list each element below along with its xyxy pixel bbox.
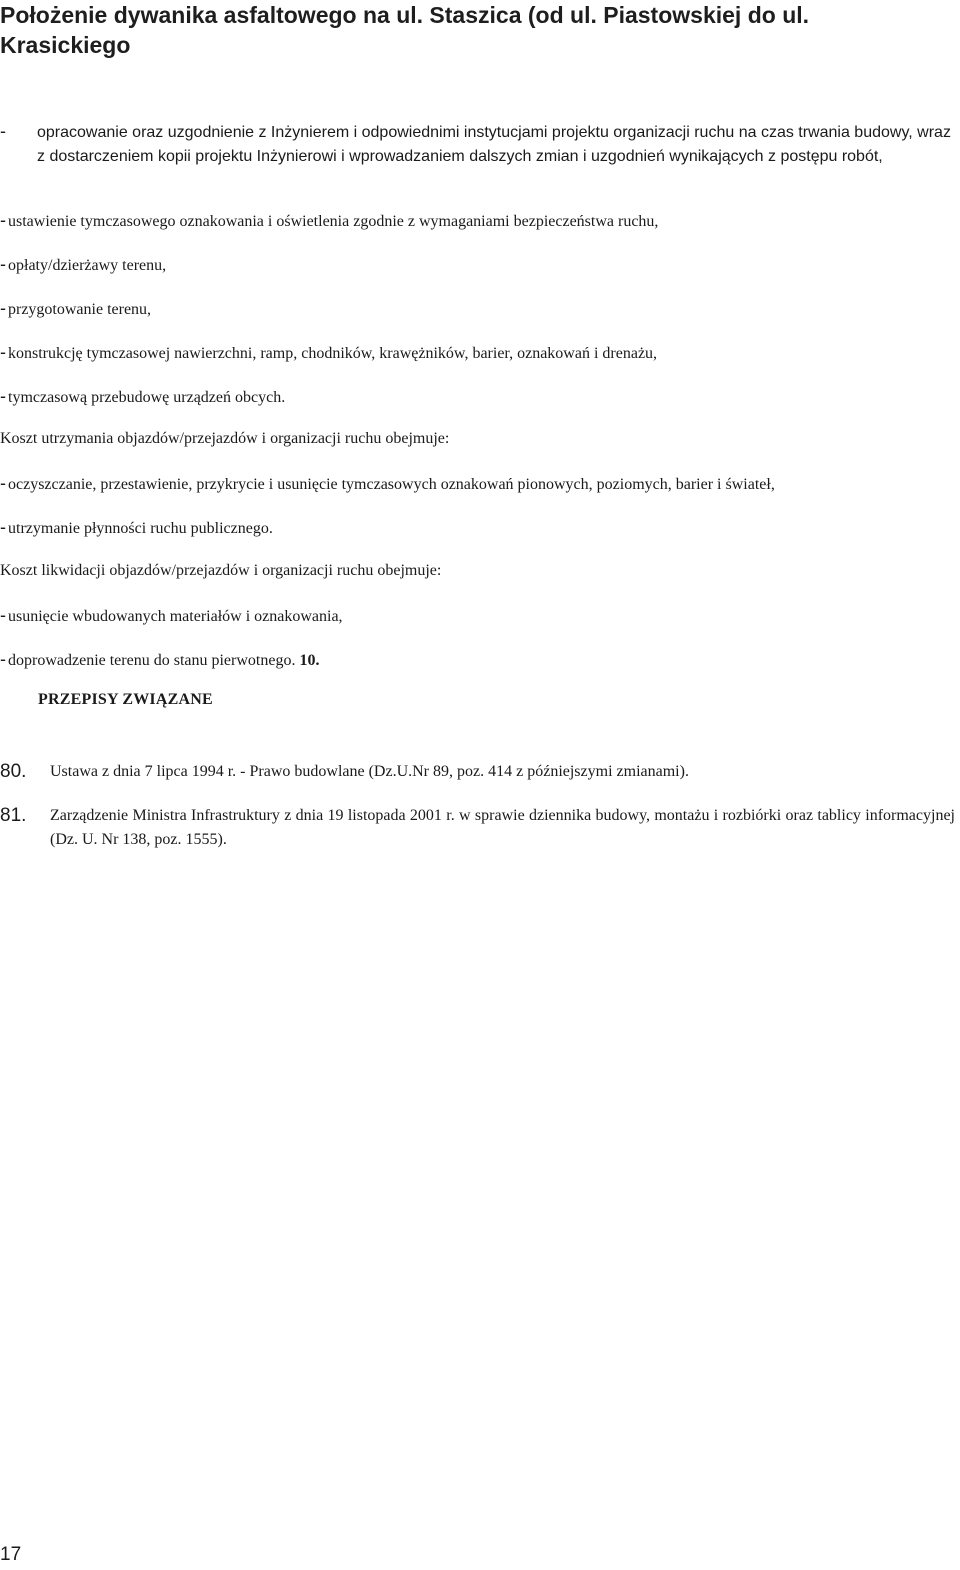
dash-bullet: -	[0, 121, 6, 141]
page-title: Położenie dywanika asfaltowego na ul. Staszica (od ul. Piastowskiej do ul. Krasickiego	[0, 2, 810, 58]
dash-bullet: -	[0, 254, 6, 274]
section-number: 10.	[299, 652, 320, 669]
dash-bullet: -	[0, 649, 6, 669]
dash-bullet: -	[0, 473, 6, 493]
page-number: 17	[0, 1544, 22, 1565]
dash-bullet: -	[0, 210, 6, 230]
list-item: - przygotowanie terenu,	[0, 298, 152, 318]
dash-bullet: -	[0, 342, 6, 362]
list-item: - doprowadzenie terenu do stanu pierwotnego. 10.	[0, 649, 320, 669]
list-item: - opracowanie oraz uzgodnienie z Inżynierem i odpowiednimi instytucjami projektu organizacji ruchu na czas trwania budowy, wraz z dostarczeniem kopii projektu Inżynierowi i wprowadzaniem dalszych zmian i uzgodnień wynikających z postępu robót,	[0, 121, 951, 165]
removal-intro: Koszt likwidacji objazdów/przejazdów i organizacji ruchu obejmuje:	[0, 562, 442, 579]
list-item: - usunięcie wbudowanych materiałów i oznakowania,	[0, 605, 343, 625]
list-item: - ustawienie tymczasowego oznakowania i oświetlenia zgodnie z wymaganiami bezpieczeństwa ruchu,	[0, 210, 659, 230]
list-item: - oczyszczanie, przestawienie, przykrycie i usunięcie tymczasowych oznakowań pionowych, poziomych, barier i świateł,	[0, 473, 775, 493]
section-heading: PRZEPISY ZWIĄZANE	[38, 691, 213, 708]
dash-bullet: -	[0, 298, 6, 318]
list-item: - konstrukcję tymczasowej nawierzchni, ramp, chodników, krawężników, barier, oznakowań i drenażu,	[0, 342, 658, 362]
regulation-text: Ustawa z dnia 7 lipca 1994 r. - Prawo budowlane (Dz.U.Nr 89, poz. 414 z późniejszymi zmianami).	[50, 763, 689, 780]
list-item: - utrzymanie płynności ruchu publicznego.	[0, 517, 273, 537]
regulation-number: 80.	[0, 761, 27, 782]
dash-bullet: -	[0, 517, 6, 537]
dash-bullet: -	[0, 605, 6, 625]
regulation-text: Zarządzenie Ministra Infrastruktury z dnia 19 listopada 2001 r. w sprawie dziennika budowy, montażu i rozbiórki oraz tablicy informacyjnej (Dz. U. Nr 138, poz. 1555).	[50, 807, 955, 848]
list-item: - tymczasową przebudowę urządzeń obcych.	[0, 386, 286, 406]
list-item: - opłaty/dzierżawy terenu,	[0, 254, 167, 274]
regulation-number: 81.	[0, 805, 27, 826]
maintenance-intro: Koszt utrzymania objazdów/przejazdów i organizacji ruchu obejmuje:	[0, 430, 450, 447]
dash-bullet: -	[0, 386, 6, 406]
